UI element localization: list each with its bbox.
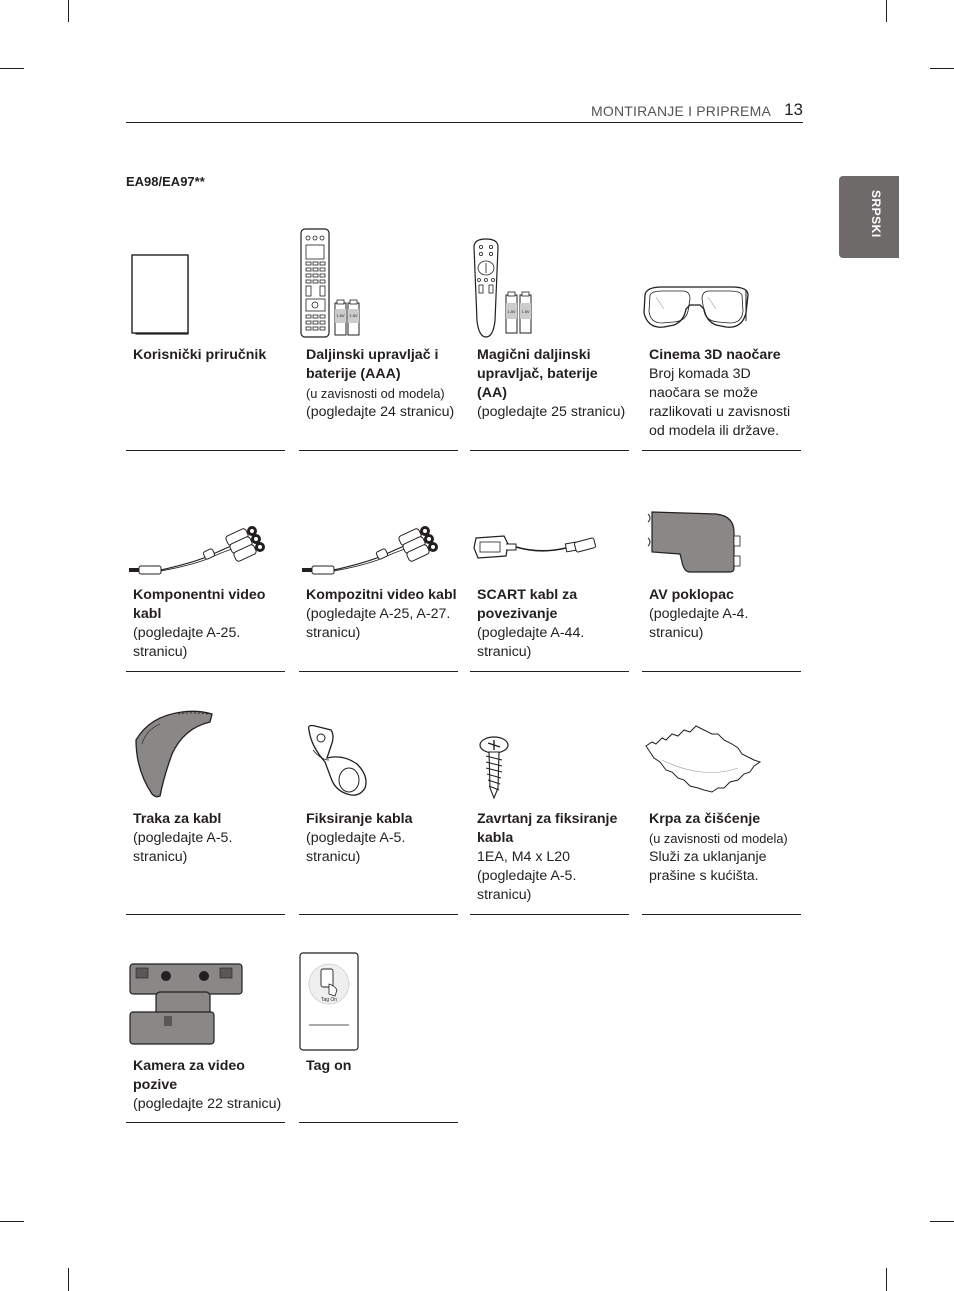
divider (470, 671, 629, 672)
divider (642, 914, 801, 915)
item-note: (pogledajte 25 stranicu) (477, 404, 626, 420)
model-heading: EA98/EA97** (126, 174, 205, 189)
item-note: (pogledajte A-25. stranicu) (133, 625, 241, 660)
item-note: (pogledajte A-25, A-27. stranicu) (306, 606, 451, 641)
item-title: Zavrtanj za fiksiranje kabla (477, 811, 618, 846)
cable-holder-icon (299, 700, 459, 805)
item-title: Magični daljinski upravljač, baterije (AA) (477, 347, 598, 401)
item-title: Tag on (306, 1058, 352, 1074)
remote-control-icon (299, 225, 459, 340)
item-title: Fiksiranje kabla (306, 811, 413, 827)
page-number: 13 (784, 100, 803, 119)
divider (642, 671, 801, 672)
page-header (126, 100, 803, 123)
crop-mark (930, 1221, 954, 1222)
component-cable-icon (126, 500, 286, 582)
av-cover-icon (642, 500, 802, 582)
battery-label: 1.5V (336, 313, 345, 318)
section-title: MONTIRANJE I PRIPREMA (591, 103, 771, 119)
divider (299, 1122, 458, 1123)
item-title: AV poklopac (649, 587, 734, 603)
cable-tie-icon (126, 700, 286, 805)
language-tab[interactable] (839, 176, 899, 258)
manual-icon (126, 225, 286, 340)
item-title: Traka za kabl (133, 811, 222, 827)
item-title: Kamera za video pozive (133, 1058, 245, 1093)
item-title: Krpa za čišćenje (649, 811, 761, 827)
divider (126, 671, 285, 672)
divider (470, 450, 629, 451)
magic-remote-icon (470, 225, 630, 340)
language-tab-label: SRPSKI (869, 190, 883, 238)
divider (299, 671, 458, 672)
divider (126, 1122, 285, 1123)
tag-on-icon (299, 950, 459, 1055)
item-title: Cinema 3D naočare (649, 347, 781, 363)
crop-mark (0, 68, 24, 69)
item-note: (pogledajte A-5. stranicu) (306, 830, 406, 865)
battery-label: 1.5V (349, 313, 358, 318)
item-note: (pogledajte A-44. stranicu) (477, 625, 585, 660)
item-note: (pogledajte 22 stranicu) (133, 1096, 282, 1112)
cleaning-cloth-icon (642, 700, 802, 805)
crop-mark (930, 68, 954, 69)
item-note: (pogledajte 24 stranicu) (306, 404, 455, 420)
crop-mark (886, 1268, 887, 1291)
item-note: 1EA, M4 x L20 (pogledajte A-5. stranicu) (477, 849, 577, 903)
divider (299, 450, 458, 451)
item-note: (pogledajte A-4. stranicu) (649, 606, 749, 641)
item-subtitle: (u zavisnosti od modela) (649, 831, 788, 846)
item-title: Komponentni video kabl (133, 587, 266, 622)
divider (126, 450, 285, 451)
crop-mark (68, 0, 69, 22)
tag-on-label: Tag On (320, 997, 338, 1003)
item-subtitle: (u zavisnosti od modela) (306, 386, 445, 401)
item-title: Daljinski upravljač i baterije (AAA) (306, 347, 439, 382)
crop-mark (886, 0, 887, 22)
item-title: SCART kabl za povezivanje (477, 587, 578, 622)
battery-label: 1.5V (521, 309, 530, 314)
divider (642, 450, 801, 451)
scart-cable-icon (470, 500, 630, 582)
screw-icon (470, 700, 630, 805)
item-note: (pogledajte A-5. stranicu) (133, 830, 233, 865)
composite-cable-icon (299, 500, 459, 582)
3d-glasses-icon (642, 225, 802, 340)
item-title: Kompozitni video kabl (306, 587, 457, 603)
divider (470, 914, 629, 915)
divider (299, 914, 458, 915)
item-note: Služi za uklanjanje prašine s kućišta. (649, 849, 767, 884)
crop-mark (68, 1268, 69, 1291)
item-title: Korisnički priručnik (133, 347, 267, 363)
divider (126, 914, 285, 915)
camera-icon (126, 950, 286, 1055)
crop-mark (0, 1221, 24, 1222)
battery-label: 1.5V (507, 309, 516, 314)
item-note: Broj komada 3D naočara se može razlikovati u zavisnosti od modela ili države. (649, 366, 791, 439)
